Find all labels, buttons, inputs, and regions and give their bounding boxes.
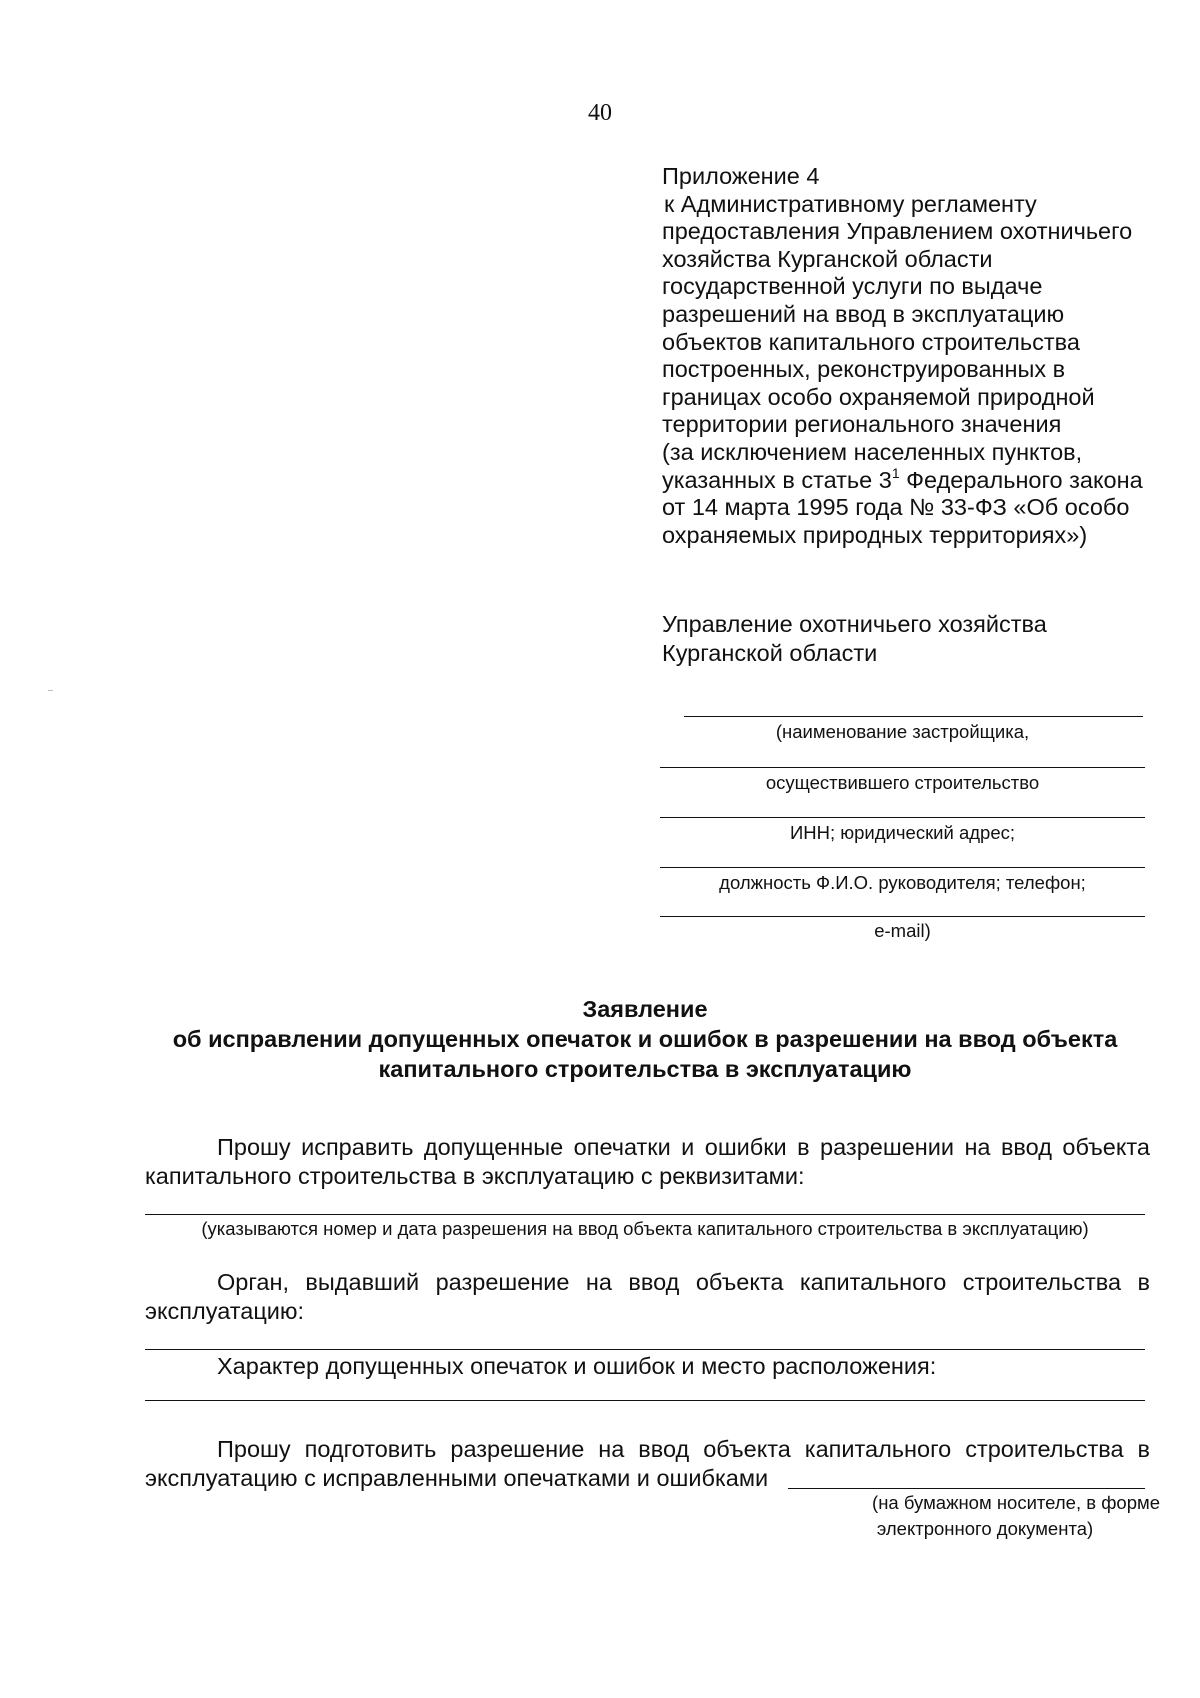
annex-line: границах особо охраняемой природной [662,383,1095,410]
applicant-email-line[interactable] [660,916,1145,917]
applicant-caption: (наименование застройщика, [775,721,1030,742]
annex-line: государственной услуги по выдаче [662,273,1043,300]
format-caption-line: электронного документа) [876,1518,1094,1539]
authority-line: эксплуатацию: [145,1298,305,1324]
annex-line: охраняемых природных территориях») [662,521,1088,548]
annex-line: указанных в статье $3^1$ Федерального закона [662,464,1143,493]
page-number: 40 [588,100,612,126]
applicant-caption: должность Ф.И.О. руководителя; телефон; [719,872,1086,893]
nature-line-field[interactable] [145,1400,1145,1401]
request-line: Прошу исправить допущенные опечатки и ошибки в разрешении на ввод объекта [217,1134,1150,1160]
format-choice-caption [790,1490,1160,1542]
annex-line: (за исключением населенных пунктов, [662,438,1083,465]
document-title [140,994,1150,1084]
nature-line: Характер допущенных опечаток и ошибок и место расположения: [217,1353,937,1379]
annex-line: разрешений на ввод в эксплуатацию [662,300,1065,327]
format-caption-line: (на бумажном носителе, в форме [872,1492,1160,1513]
annex-line: предоставления Управлением охотничьего [662,218,1133,245]
annex-reference-block [662,163,1182,549]
authority-line-field[interactable] [145,1349,1145,1350]
annex-line: от 14 марта 1995 года № 33-ФЗ «Об особо [662,494,1130,521]
applicant-caption: ИНН; юридический адрес; [789,822,1016,843]
addressee-block [662,610,1182,668]
addressee-line: Управление охотничьего хозяйства [662,611,1047,637]
addressee-line: Курганской области [662,640,878,666]
applicant-head-line[interactable] [660,867,1145,868]
applicant-inn-line[interactable] [660,817,1145,818]
permit-details-line[interactable] [145,1214,1145,1215]
nature-paragraph [145,1352,1150,1381]
annex-line: к Административному регламенту [664,190,1037,217]
annex-line: хозяйства Курганской области [662,245,993,272]
request-paragraph [145,1133,1150,1191]
request-line: капитального строительства в эксплуатацию с реквизитами: [145,1163,805,1189]
applicant-builder-line[interactable] [660,767,1145,768]
applicant-name-line[interactable] [684,716,1143,717]
format-choice-line[interactable] [788,1488,1145,1489]
prepare-line: Прошу подготовить разрешение на ввод объекта капитального строительства в [217,1436,1150,1462]
annex-line: объектов капитального строительства [662,328,1080,355]
prepare-line: эксплуатацию с исправленными опечатками и ошибками [145,1465,769,1491]
authority-line: Орган, выдавший разрешение на ввод объекта капитального строительства в [217,1269,1150,1295]
annex-line: территории регионального значения [662,411,1062,438]
permit-details-caption: (указываются номер и дата разрешения на ввод объекта капитального строительства в эксплуатацию) [201,1218,1089,1239]
authority-paragraph [145,1268,1150,1326]
prepare-paragraph [145,1435,1150,1493]
scan-margin-mark [48,690,53,691]
title-line: капитального строительства в эксплуатацию [378,1056,912,1082]
annex-line: построенных, реконструированных в [662,356,1066,383]
applicant-caption: e-mail) [874,920,931,941]
title-line: Заявление [582,996,708,1022]
title-line: об исправлении допущенных опечаток и ошибок в разрешении на ввод объекта [172,1026,1118,1052]
applicant-caption: осуществившего строительство [765,772,1040,793]
annex-line: Приложение 4 [662,163,820,189]
